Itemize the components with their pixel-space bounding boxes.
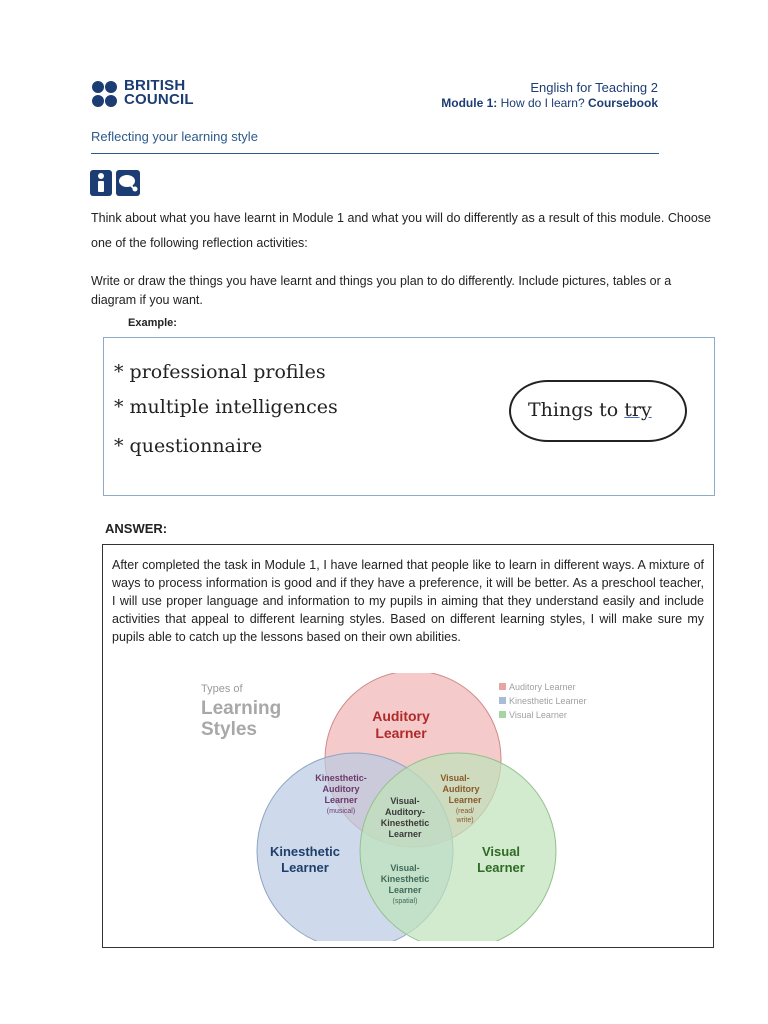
speech-bubble-icon <box>116 170 140 196</box>
module-question: How do I learn? <box>497 96 588 110</box>
section-subtitle: Reflecting your learning style <box>91 129 258 144</box>
visual-auditory-kinesthetic-label: Learner <box>388 829 422 839</box>
legend-swatch <box>499 697 506 704</box>
visual-kinesthetic-label: Kinesthetic <box>380 874 430 884</box>
bubble-text <box>528 399 652 421</box>
visual-label: Visual <box>481 844 521 859</box>
example-label: Example: <box>128 317 177 329</box>
visual-auditory-label: Visual- <box>440 773 470 783</box>
bubble-underlined-word: try <box>624 399 652 421</box>
example-item: * questionnaire <box>114 435 263 457</box>
person-icon <box>90 170 112 196</box>
coursebook-label: Coursebook <box>587 96 658 110</box>
visual-auditory-kinesthetic-label: Visual- <box>390 796 420 806</box>
venn-title-small: Types of <box>201 683 243 695</box>
legend-label: Auditory Learner <box>509 682 576 692</box>
visual-auditory-label: Auditory <box>442 784 480 794</box>
instruction-paragraph-1: Think about what you have learnt in Module 1 and what you will do differently as a result of this module. Choose one of the following reflection activities: <box>91 211 711 250</box>
visual-kinesthetic-label: Learner <box>388 885 422 895</box>
legend-label: Visual Learner <box>509 710 567 720</box>
answer-box <box>102 544 714 948</box>
example-item: * multiple intelligences <box>114 396 338 418</box>
auditory-label: Learner <box>375 725 427 741</box>
logo-line-2: COUNCIL <box>124 91 194 108</box>
kinesthetic-auditory-label: (musical) <box>326 808 356 815</box>
things-to-try-bubble <box>509 380 687 442</box>
bubble-prefix: Things to <box>528 399 625 421</box>
visual-kinesthetic-label: (spatial) <box>392 898 418 905</box>
header-divider <box>91 153 659 154</box>
example-item: * professional profiles <box>114 361 326 383</box>
legend-label: Kinesthetic Learner <box>509 696 587 706</box>
kinesthetic-auditory-label: Kinesthetic- <box>315 773 367 783</box>
british-council-logo-mark <box>92 80 120 110</box>
example-box <box>103 337 715 496</box>
venn-title-line2: Styles <box>201 719 257 740</box>
visual-kinesthetic-label: Visual- <box>390 863 420 873</box>
visual-auditory-kinesthetic-label: Auditory- <box>385 807 425 817</box>
instruction-paragraph-2: Write or draw the things you have learnt and things you plan to do differently. Include pictures, tables or a diagram if you want. <box>91 274 672 307</box>
answer-label: ANSWER: <box>105 521 168 536</box>
visual-label: Learner <box>477 860 525 875</box>
visual-auditory-kinesthetic-label: Kinesthetic <box>380 818 430 828</box>
visual-auditory-label: write) <box>456 817 474 824</box>
british-council-logo-text <box>124 79 194 107</box>
venn-title-line1: Learning <box>201 698 282 719</box>
legend-swatch <box>499 683 506 690</box>
learning-styles-venn-diagram <box>193 673 643 941</box>
logo-line-1: BRITISH <box>124 77 186 94</box>
kinesthetic-auditory-label: Auditory <box>322 784 360 794</box>
kinesthetic-label: Learner <box>281 860 329 875</box>
course-title: English for Teaching 2 <box>530 80 658 95</box>
kinesthetic-auditory-label: Learner <box>324 795 358 805</box>
answer-text: After completed the task in Module 1, I have learned that people like to learn in different ways. A mixture of ways to process information is good and if they have a preference, it will be better. As a preschool teacher, I will use proper language and information to my pupils in aiming that they understand easily and include activities that appeal to different learning styles. Based on different learning styles, I will make sure my pupils able to catch up the lessons based on their own abilities. <box>112 558 704 644</box>
visual-auditory-label: (read/ <box>455 808 475 815</box>
kinesthetic-label: Kinesthetic <box>269 844 341 859</box>
visual-auditory-label: Learner <box>448 795 482 805</box>
module-number: Module 1: <box>441 96 498 110</box>
module-line <box>441 96 658 110</box>
legend-swatch <box>499 711 506 718</box>
auditory-label: Auditory <box>372 708 430 724</box>
